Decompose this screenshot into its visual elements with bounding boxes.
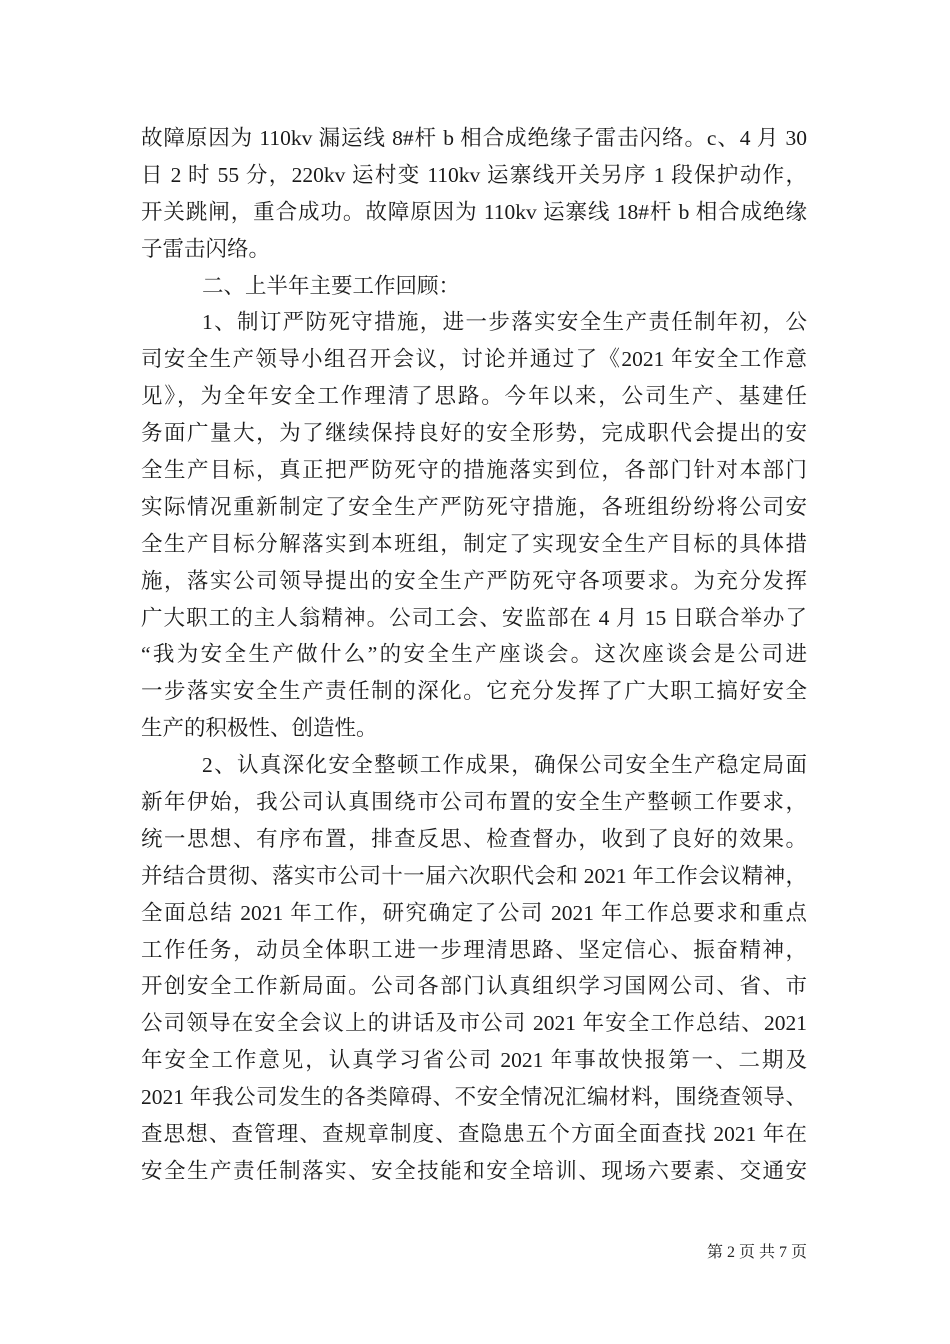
text-line: 二、上半年主要工作回顾： [202, 273, 461, 298]
text-line: 全生产目标，真正把严防死守的措施落实到位，各部门针对本部门 [141, 458, 807, 483]
text-line: 全生产目标分解落实到本班组，制定了实现安全生产目标的具体措 [141, 531, 807, 556]
text-line: 子雷击闪络。 [141, 236, 271, 261]
text-line: “我为安全生产做什么”的安全生产座谈会。这次座谈会是公司进 [141, 642, 807, 667]
text-line: 一步落实安全生产责任制的深化。它充分发挥了广大职工搞好安全 [141, 679, 807, 704]
text-line: 2021 年我公司发生的各类障碍、不安全情况汇编材料，围绕查领导、 [141, 1085, 807, 1110]
text-line: 日 2 时 55 分，220kv 运村变 110kv 运寨线开关另序 1 段保护动作， [141, 162, 807, 187]
text-line: 故障原因为 110kv 漏运线 8#杆 b 相合成绝缘子雷击闪络。c、4 月 30 [141, 126, 807, 150]
text-line: 开关跳闸，重合成功。故障原因为 110kv 运寨线 18#杆 b 相合成绝缘 [141, 199, 807, 224]
text-line: 见》，为全年安全工作理清了思路。今年以来，公司生产、基建任 [141, 384, 807, 409]
page-number-label: 第 2 页 共 7 页 [706, 1244, 807, 1261]
document-body [141, 120, 807, 1190]
text-line: 施，落实公司领导提出的安全生产严防死守各项要求。为充分发挥 [141, 568, 807, 593]
text-line: 工作任务，动员全体职工进一步理清思路、坚定信心、振奋精神， [141, 937, 807, 962]
text-line: 年安全工作意见，认真学习省公司 2021 年事故快报第一、二期及 [141, 1048, 807, 1073]
text-line: 2、认真深化安全整顿工作成果，确保公司安全生产稳定局面 [202, 753, 807, 778]
text-line: 安全生产责任制落实、安全技能和安全培训、现场六要素、交通安 [141, 1158, 807, 1183]
text-line: 务面广量大，为了继续保持良好的安全形势，完成职代会提出的安 [141, 421, 807, 446]
text-line: 实际情况重新制定了安全生产严防死守措施，各班组纷纷将公司安 [141, 494, 807, 519]
text-line: 生产的积极性、创造性。 [141, 716, 378, 741]
text-line: 全面总结 2021 年工作，研究确定了公司 2021 年工作总要求和重点 [141, 900, 807, 925]
text-line: 广大职工的主人翁精神。公司工会、安监部在 4 月 15 日联合举办了 [141, 605, 807, 630]
text-line: 统一思想、有序布置，排查反思、检查督办，收到了良好的效果。 [141, 826, 807, 851]
page-footer [141, 1243, 807, 1263]
text-line: 新年伊始，我公司认真围绕市公司布置的安全生产整顿工作要求， [141, 790, 807, 815]
text-line: 公司领导在安全会议上的讲话及市公司 2021 年安全工作总结、2021 [141, 1011, 807, 1036]
text-line: 司安全生产领导小组召开会议，讨论并通过了《2021 年安全工作意 [141, 347, 807, 372]
text-line: 查思想、查管理、查规章制度、查隐患五个方面全面查找 2021 年在 [141, 1122, 807, 1147]
text-line: 并结合贯彻、落实市公司十一届六次职代会和 2021 年工作会议精神， [141, 863, 807, 888]
text-line: 开创安全工作新局面。公司各部门认真组织学习国网公司、省、市 [141, 974, 807, 999]
text-line: 1、制订严防死守措施，进一步落实安全生产责任制年初，公 [202, 310, 807, 335]
